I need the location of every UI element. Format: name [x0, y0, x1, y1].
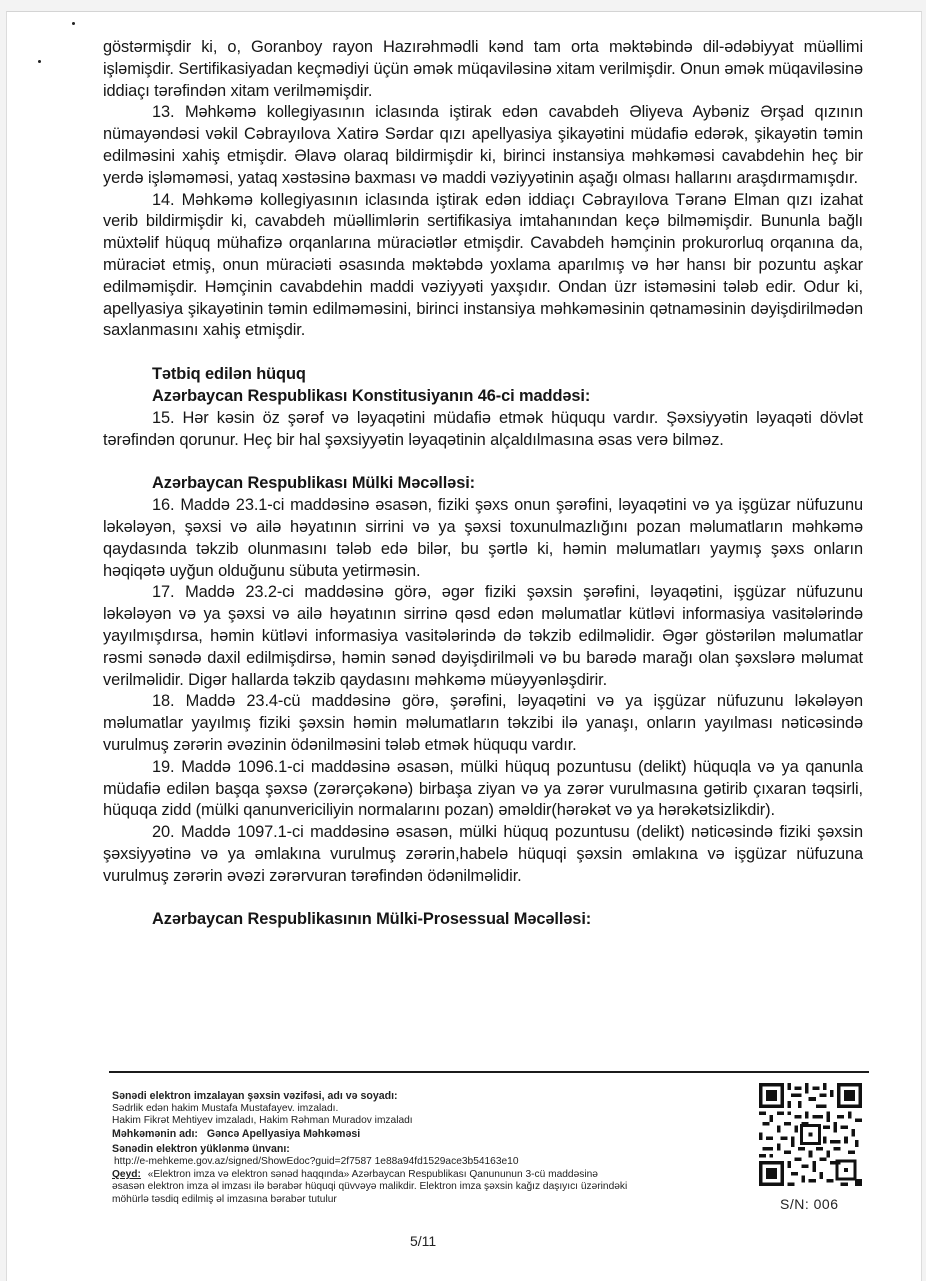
- scan-speck: [38, 60, 41, 63]
- serial-number: S/N: 006: [780, 1196, 839, 1212]
- footer-divider: [109, 1071, 869, 1073]
- signer-line-2: Hakim Fikrət Mehtiyev imzaladı, Hakim Rəhman Muradov imzaladı: [112, 1115, 413, 1127]
- paragraph-17: 17. Maddə 23.2-ci maddəsinə görə, əgər fiziki şəxsin şərəfini, ləyaqətini, işgüzar nüfuzunu ləkələyən və ya şəxsi və ailə həyatının sirrinə qəsd edən məlumatlar kütləvi informasiya vasitələrində yayılmışdırsa, həmin kütləvi informasiya vasitələrində də təkzib edilməlidir. Əgər göstərilən məlumatlar rəsmi sənədə daxil edilmişdirsə, həmin sənəd dəyişdirilməli və bu barədə marağı olan şəxslərə məlumat verilməlidir. Digər hallarda təkzib qaydasını məhkəmə müəyyənləşdirir.: [103, 583, 863, 689]
- note-row: [112, 1169, 752, 1182]
- paragraph-18: 18. Maddə 23.4-cü maddəsinə görə, şərəfini, ləyaqətini və ya işgüzar nüfuzunu ləkələyən məlumatlar yayılmış fiziki şəxsin həmin məlumatların təkzibi ilə yanaşı, onların yayılması nəticəsində vurulmuş zərərin əvəzinin ödənilməsini tələb etmək hüququ vardır.: [103, 692, 863, 754]
- paragraph-15: 15. Hər kəsin öz şərəf və ləyaqətini müdafiə etmək hüququ vardır. Şəxsiyyətin ləyaqəti dövlət tərəfindən qorunur. Heç bir hal şəxsiyyətin ləyaqətinin alçaldılmasına əsas verə bilməz.: [103, 408, 863, 449]
- signer-label: Sənədi elektron imzalayan şəxsin vəzifəsi, adı və soyadı:: [112, 1090, 398, 1102]
- civil-procedure-heading: Azərbaycan Respublikasının Mülki-Prosessual Məcəlləsi:: [152, 910, 592, 929]
- page-number: 5/11: [410, 1233, 437, 1249]
- address-url[interactable]: http://e-mehkeme.gov.az/signed/ShowEdoc?guid=2f7587 1e88a94fd1529ace3b54163e10: [114, 1155, 519, 1167]
- court-name: Gəncə Apellyasiya Məhkəməsi: [206, 1127, 361, 1140]
- court-row: [112, 1128, 752, 1141]
- note-line-2: əsasən elektron imza əl imzası ilə bərabər hüquqi qüvvəyə malikdir. Elektron imza şəxsin kağız daşıyıcı üzərindəki: [112, 1181, 628, 1193]
- civil-code-heading: Azərbaycan Respublikası Mülki Məcəlləsi:: [152, 474, 476, 493]
- paragraph-13: 13. Məhkəmə kollegiyasının iclasında iştirak edən cavabdeh Əliyeva Aybəniz Ərşad qızının nümayəndəsi vəkil Cəbrayılova Xatirə Sərdar qızı apellyasiya şikayətini müdafiə edərək, şikayətin təmin edilməsini xahiş etmişdir. Əlavə olaraq bildirmişdir ki, birinci instansiya məhkəməsi cavabdehin heç bir yerdə işləməməsi, yataq xəstəsinə baxması və maddi vəziyyətinin aşağı olması hallarını araşdırmamışdır.: [103, 103, 863, 187]
- note-label: Qeyd:: [112, 1168, 141, 1180]
- paragraph-continued: göstərmişdir ki, o, Goranboy rayon Hazırəhmədli kənd tam orta məktəbində dil-ədəbiyyat müəllimi işləmişdir. Sertifikasiyadan keçmədiyi üçün əmək müqaviləsinə xitam verilmişdir. Onun əmək müqaviləsinə iddiaçı tərəfindən xitam verilməmişdir.: [103, 38, 863, 100]
- note-line-1: «Elektron imza və elektron sənəd haqqında» Azərbaycan Respublikası Qanununun 3-cü maddəsinə: [147, 1168, 598, 1180]
- paragraph-20: 20. Maddə 1097.1-ci maddəsinə əsasən, mülki hüquq pozuntusu (delikt) nəticəsində fiziki şəxsin şəxsiyyətinə və ya əmlakına vurulmuş zərərin,habelə hüquqi şəxsin əmlakına və işgüzar nüfuzuna vurulmuş zərərin əvəzi zərərvuran tərəfindən ödənilməlidir.: [103, 823, 863, 885]
- court-label: Məhkəmənin adı:: [112, 1127, 198, 1140]
- paragraph-14: 14. Məhkəmə kollegiyasının iclasında iştirak edən iddiaçı Cəbrayılova Təranə Elman qızı izahat verib bildirmişdir ki, cavabdeh müəllimlərin sertifikasiya imtahanından keçə bilməmişdir. Bununla bağlı müxtəlif hüquq mühafizə orqanlarına müraciətlər etmişdir. Cavabdeh həmçinin prokurorluq orqanına da, müraciət etmiş, onun müraciəti əsasında məktəbdə yoxlama aparılmış və hər hansı bir pozuntu aşkar edilməmişdir. Həmçinin cavabdehin maddi vəziyyəti yaxşıdır. Ondan üzr istəməsini tələb edir. Odur ki, apellyasiya şikayətinin təmin edilməməsini, birinci instansiya məhkəməsinin qətnaməsinin dəyişdirilmədən saxlanmasını xahiş etmişdir.: [103, 190, 863, 340]
- paragraph-19: 19. Maddə 1096.1-ci maddəsinə əsasən, mülki hüquq pozuntusu (delikt) hüquqla və ya qanunla müdafiə edilən başqa şəxsə (zərərçəkənə) birbaşa ziyan və ya zərər vurulmasına gətirib çıxaran təqsirli, hüquqa zidd (mülki qanunvericiliyin normalarını pozan) əməldir(hərəkət və ya hərəkətsizlikdir).: [103, 757, 863, 820]
- note-line-3: möhürlə təsdiq edilmiş əl imzasına bərabər tutulur: [112, 1193, 337, 1205]
- address-label: Sənədin elektron yüklənmə ünvanı:: [112, 1143, 290, 1156]
- applied-law-heading: Tətbiq edilən hüquq: [152, 365, 306, 384]
- qr-code-icon: [759, 1083, 862, 1186]
- signature-block: [112, 1090, 752, 1206]
- document-body: [103, 37, 863, 931]
- signer-line-1: Sədrlik edən hakim Mustafa Mustafayev. imzaladı.: [112, 1102, 339, 1114]
- paragraph-16: 16. Maddə 23.1-ci maddəsinə əsasən, fiziki şəxs onun şərəfini, ləyaqətini və ya işgüzar nüfuzunu ləkələyən, şəxsi və ailə həyatının sirrini və ya şəxsi toxunulmazlığını pozan məlumatların məhkəmə qaydasında təkzib olunmasını tələb edə bilər, bu şərtlə ki, həmin məlumatları yaymış şəxs onların həqiqətə uyğun olduğunu sübuta yetirməsin.: [103, 496, 863, 580]
- constitution-heading: Azərbaycan Respublikası Konstitusiyanın 46-ci maddəsi:: [152, 386, 591, 405]
- scan-speck: [72, 22, 75, 25]
